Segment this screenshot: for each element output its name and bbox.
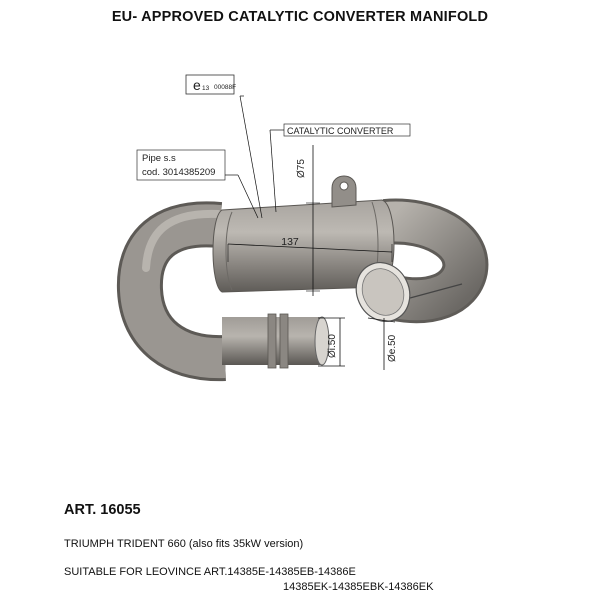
mounting-bracket [332,176,356,207]
article-number: ART. 16055 [64,502,141,518]
left-u-bend [140,214,225,358]
pipe-label-line1: Pipe s.s [142,153,176,164]
inlet-diameter-value: Øe.50 [387,334,398,362]
outlet-diameter-value: Øi.50 [327,334,338,358]
length-value: 137 [281,236,299,248]
diameter-75-value: Ø75 [296,159,307,178]
catalytic-converter-label: CATALYTIC CONVERTER [287,126,394,136]
outlet-pipe [222,314,329,368]
vehicle-model: TRIUMPH TRIDENT 660 (also fits 35kW version) [64,538,304,550]
inlet-diameter-dimension [368,318,398,370]
pipe-label-line2: cod. 3014385209 [142,167,216,178]
page-title: EU- APPROVED CATALYTIC CONVERTER MANIFOLD [111,9,489,25]
approval-mark-letter: e [193,77,201,93]
suitable-for-line2: 14385EK-14385EBK-14386EK [283,581,434,593]
approval-marking [186,75,262,218]
suitable-for-line1: SUITABLE FOR LEOVINCE ART.14385E-14385EB-14386E [64,566,356,578]
approval-code: 00088F [214,84,237,91]
approval-number: 13 [202,85,210,92]
